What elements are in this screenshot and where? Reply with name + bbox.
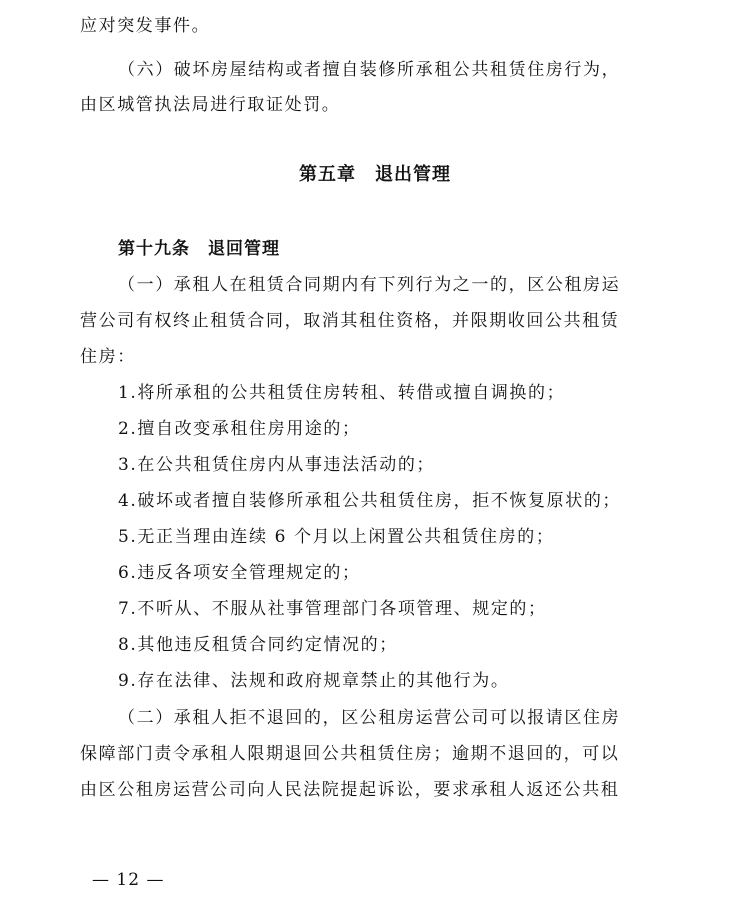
body-line: 由区城管执法局进行取证处罚。	[80, 95, 341, 115]
body-line: 应对突发事件。	[80, 16, 211, 36]
list-item: 3.在公共租赁住房内从事违法活动的；	[118, 455, 436, 475]
list-item: 4.破坏或者擅自装修所承租公共租赁住房，拒不恢复原状的；	[118, 491, 622, 511]
list-item: 5.无正当理由连续 6 个月以上闲置公共租赁住房的；	[118, 527, 555, 547]
paragraph-line: 住房：	[80, 347, 136, 367]
list-item: 2.擅自改变承租住房用途的；	[118, 419, 361, 439]
list-item: 6.违反各项安全管理规定的；	[118, 563, 361, 583]
paragraph-line: （二）承租人拒不退回的，区公租房运营公司可以报请区住房	[118, 708, 621, 728]
paragraph-line: 由区公租房运营公司向人民法院提起诉讼，要求承租人返还公共租	[80, 780, 620, 800]
page-number: — 12 —	[92, 870, 165, 890]
list-item: 9.存在法律、法规和政府规章禁止的其他行为。	[118, 671, 510, 691]
article-heading: 第十九条 退回管理	[118, 239, 280, 259]
paragraph-line: （一）承租人在租赁合同期内有下列行为之一的，区公租房运	[118, 275, 621, 295]
body-line: （六）破坏房屋结构或者擅自装修所承租公共租赁住房行为，	[118, 60, 621, 80]
paragraph-line: 营公司有权终止租赁合同，取消其租住资格，并限期收回公共租赁	[80, 311, 620, 331]
list-item: 7.不听从、不服从社事管理部门各项管理、规定的；	[118, 599, 547, 619]
list-item: 8.其他违反租赁合同约定情况的；	[118, 635, 398, 655]
list-item: 1.将所承租的公共租赁住房转租、转借或擅自调换的；	[118, 383, 566, 403]
paragraph-line: 保障部门责令承租人限期退回公共租赁住房；逾期不退回的，可以	[80, 744, 620, 764]
chapter-heading: 第五章 退出管理	[299, 164, 451, 185]
